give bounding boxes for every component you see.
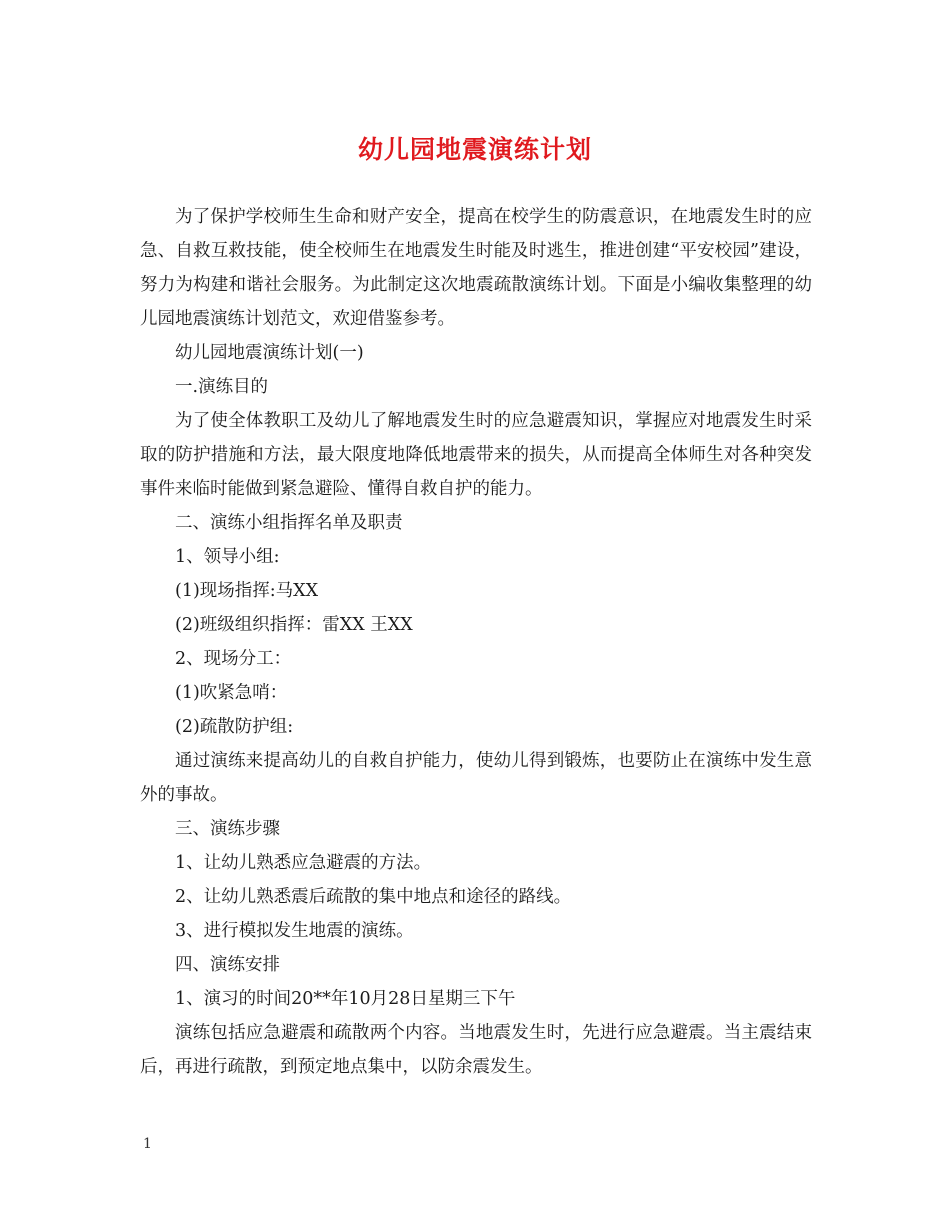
document-title: 幼儿园地震演练计划 <box>357 135 592 164</box>
paragraph: (2)班级组织指挥：雷XX 王XX <box>175 615 413 635</box>
document-body <box>140 200 812 1084</box>
paragraph: 1、领导小组: <box>175 547 280 567</box>
paragraph: (1)现场指挥:马XX <box>175 581 319 601</box>
paragraph: 2、让幼儿熟悉震后疏散的集中地点和途径的路线。 <box>175 887 572 907</box>
paragraph: (1)吹紧急哨： <box>175 683 288 703</box>
paragraph: 3、进行模拟发生地震的演练。 <box>175 921 414 941</box>
paragraph: 1、演习的时间20**年10月28日星期三下午 <box>175 989 516 1009</box>
paragraph: 2、现场分工： <box>175 649 292 669</box>
paragraph: 三、演练步骤 <box>175 819 280 839</box>
paragraph: 1、让幼儿熟悉应急避震的方法。 <box>175 853 432 873</box>
paragraph: (2)疏散防护组: <box>175 717 294 737</box>
paragraph: 一.演练目的 <box>175 377 269 397</box>
paragraph: 为了使全体教职工及幼儿了解地震发生时的应急避震知识，掌握应对地震发生时采取的防护措施和方法，最大限度地降低地震带来的损失，从而提高全体师生对各种突发事件来临时能做到紧急避险、懂得自救自护的能力。 <box>140 411 812 499</box>
paragraph: 四、演练安排 <box>175 955 280 975</box>
paragraph: 二、演练小组指挥名单及职责 <box>175 513 403 533</box>
paragraph: 幼儿园地震演练计划(一) <box>175 343 364 363</box>
paragraph: 演练包括应急避震和疏散两个内容。当地震发生时，先进行应急避震。当主震结束后，再进行疏散，到预定地点集中，以防余震发生。 <box>140 1023 812 1077</box>
paragraph: 通过演练来提高幼儿的自救自护能力，使幼儿得到锻炼，也要防止在演练中发生意外的事故。 <box>140 751 812 805</box>
paragraph: 为了保护学校师生生命和财产安全，提高在校学生的防震意识，在地震发生时的应急、自救互救技能，使全校师生在地震发生时能及时逃生，推进创建“平安校园”建设，努力为构建和谐社会服务。为此制定这次地震疏散演练计划。下面是小编收集整理的幼儿园地震演练计划范文，欢迎借鉴参考。 <box>140 207 812 329</box>
page-number: 1 <box>143 1136 152 1152</box>
